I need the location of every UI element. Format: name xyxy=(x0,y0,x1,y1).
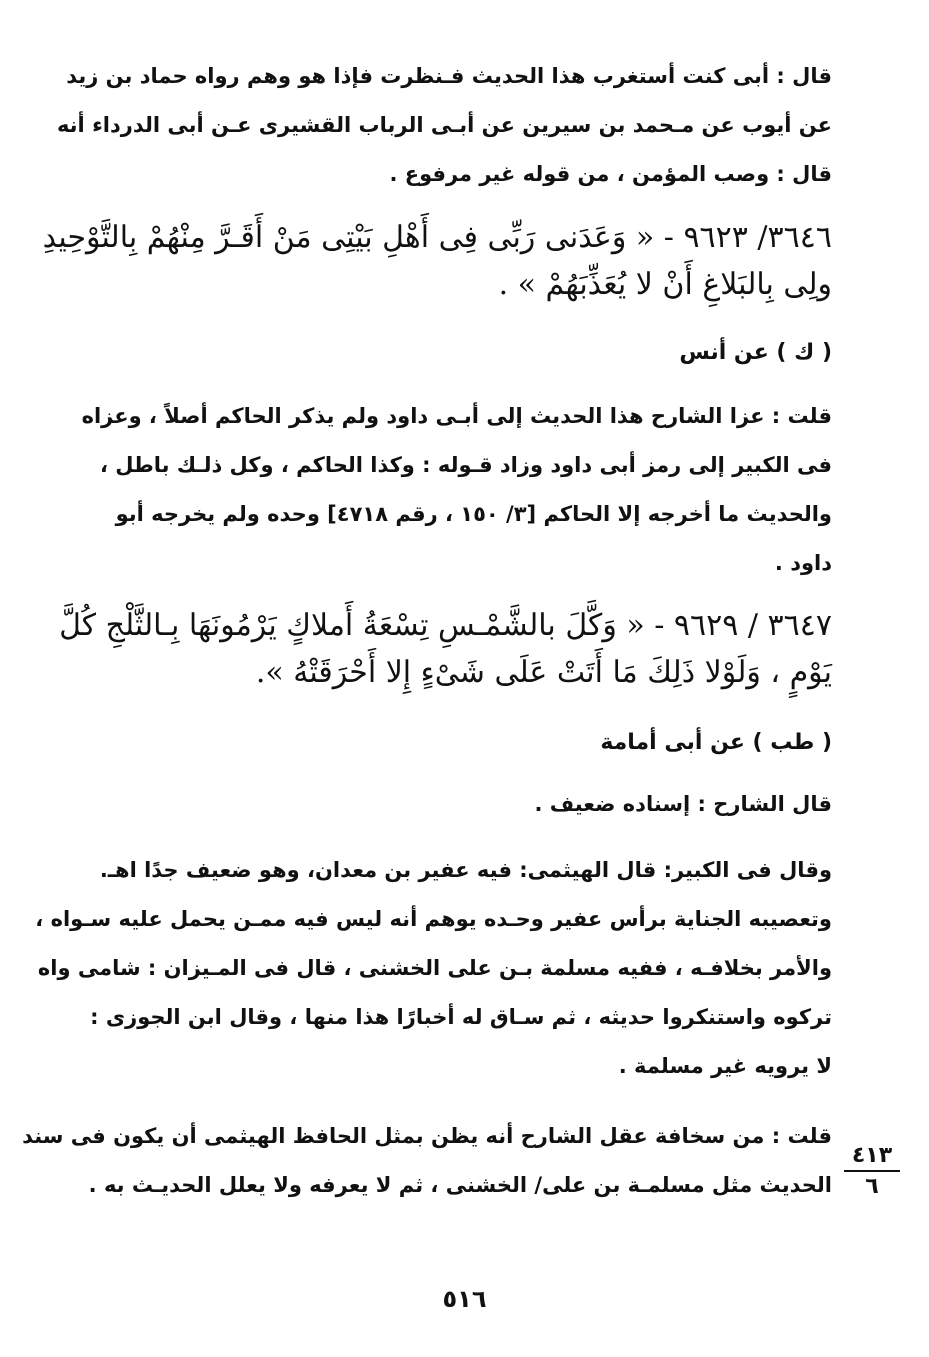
qultu-label: قلت : xyxy=(771,1124,832,1148)
text-line: والحديث ما أخرجه إلا الحاكم [٣/ ١٥٠ ، رقم ٤٧١٨] وحده ولم يخرجه أبو xyxy=(115,502,832,526)
text-line: وتعصيبه الجناية برأس عفير وحـده يوهم أنه ليس فيه ممـن يحمل عليه سـواه ، xyxy=(35,907,832,931)
source-attribution: ( طب ) عن أبى أمامة xyxy=(600,730,832,755)
margin-divider xyxy=(844,1170,900,1172)
text-line: وقال فى الكبير: قال الهيثمى: فيه عفير بن معدان، وهو ضعيف جدًا اهـ. xyxy=(99,858,832,882)
text-line: لا يرويه غير مسلمة . xyxy=(618,1054,832,1078)
hadith-line: ولِى بِالبَلاغِ أَنْ لا يُعَذِّبَهُمْ » . xyxy=(498,267,832,302)
source-attribution: ( ك ) عن أنس xyxy=(679,340,832,365)
margin-reference-top: ٤١٣ xyxy=(851,1143,893,1168)
commentary-paragraph xyxy=(81,392,832,588)
text-line: قلت : عزا الشارح هذا الحديث إلى أبـى داود ولم يذكر الحاكم أصلاً ، وعزاه xyxy=(81,404,832,428)
margin-reference xyxy=(844,1143,900,1199)
text-line: فى الكبير إلى رمز أبى داود وزاد قـوله : وكذا الحاكم ، وكل ذلـك باطل ، xyxy=(99,453,832,477)
text-line: داود . xyxy=(774,551,832,575)
text-line: تركوه واستنكروا حديثه ، ثم سـاق له أخبارًا هذا منها ، وقال ابن الجوزى : xyxy=(90,1005,832,1029)
text-line: والأمر بخلافـه ، ففيه مسلمة بـن على الخشنى ، قال فى المـيزان : شامى واه xyxy=(37,956,832,980)
hadith-line: ٣٦٤٧ / ٩٦٢٩ - « وَكَّلَ بالشَّمْـسِ تِسْعَةُ أَملاكٍ يَرْمُونَهَا بِـالثَّلْجِ كُلَّ xyxy=(59,608,832,643)
commentary-paragraph xyxy=(35,846,832,1091)
text-line: الحديث مثل مسلمـة بن على/ الخشنى ، ثم لا يعرفه ولا يعلل الحديـث به . xyxy=(88,1173,832,1197)
page-number: ٥١٦ xyxy=(442,1285,487,1313)
text-line: قال الشارح : إسناده ضعيف . xyxy=(534,792,832,816)
qultu-label: قلت : xyxy=(771,404,832,428)
margin-reference-bottom: ٦ xyxy=(865,1174,879,1199)
text-line: قال : وصب المؤمن ، من قوله غير مرفوع . xyxy=(389,162,832,186)
text-line: عن أيوب عن مـحمد بن سيرين عن أبـى الرباب القشيرى عـن أبى الدرداء أنه xyxy=(56,113,832,137)
hadith-line: يَوْمٍ ، وَلَوْلا ذَلِكَ مَا أَتَتْ عَلَى شَىْءٍ إِلا أَحْرَقَتْهُ ». xyxy=(255,655,832,690)
text-line: قال : أبى كنت أستغرب هذا الحديث فـنظرت فإذا هو وهم رواه حماد بن زيد xyxy=(66,64,832,88)
text-line: قلت : من سخافة عقل الشارح أنه يظن بمثل الحافظ الهيثمى أن يكون فى سند xyxy=(22,1124,832,1148)
commentary-paragraph xyxy=(22,1112,832,1210)
hadith-entry-3647 xyxy=(59,602,832,696)
commentary-paragraph xyxy=(120,780,832,829)
commentary-paragraph xyxy=(56,52,832,199)
hadith-line: ٣٦٤٦/ ٩٦٢٣ - « وَعَدَنى رَبِّى فِى أَهْلِ بَيْتِى مَنْ أَقَـرَّ مِنْهُمْ بِالتَّوْحِيدِ xyxy=(42,220,832,255)
hadith-entry-3646 xyxy=(42,214,832,308)
